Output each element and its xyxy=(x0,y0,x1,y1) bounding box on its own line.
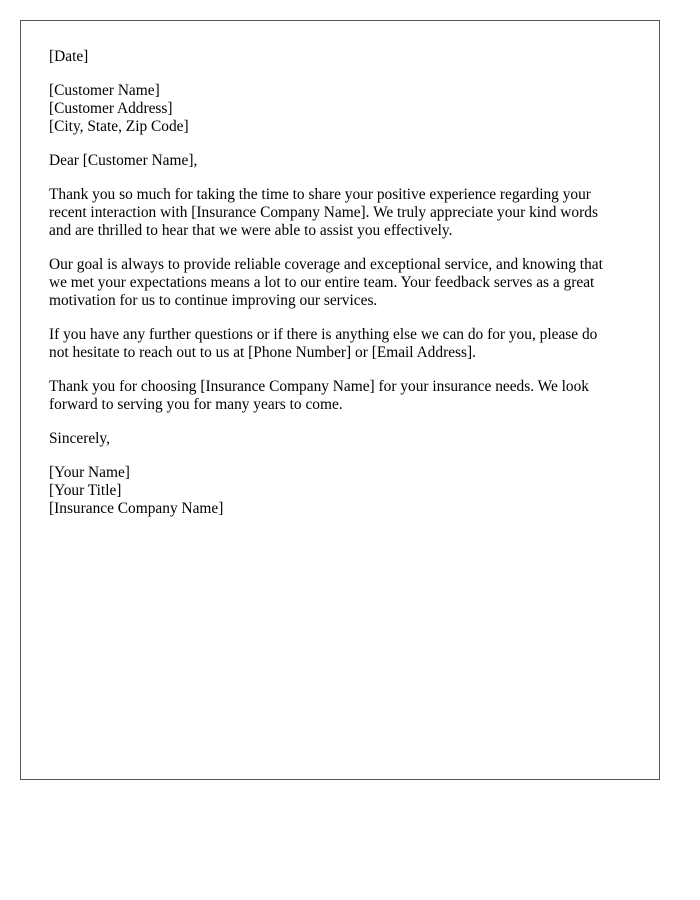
signature-title: [Your Title] xyxy=(49,482,122,499)
letter-date: [Date] xyxy=(49,48,89,65)
paragraph-line: Thank you so much for taking the time to share your positive experience regarding your xyxy=(49,186,591,203)
letter-page xyxy=(20,20,660,780)
salutation: Dear [Customer Name], xyxy=(49,152,198,169)
recipient-address-block xyxy=(49,82,635,136)
paragraph-goal xyxy=(49,256,635,310)
paragraph-line: If you have any further questions or if there is anything else we can do for you, please do xyxy=(49,326,598,343)
letter-body xyxy=(49,48,635,534)
paragraph-line: not hesitate to reach out to us at [Phone Number] or [Email Address]. xyxy=(49,344,476,361)
date-block xyxy=(49,48,635,66)
paragraph-line: and are thrilled to hear that we were able to assist you effectively. xyxy=(49,222,453,239)
paragraph-closing-thanks xyxy=(49,378,635,414)
signature-company: [Insurance Company Name] xyxy=(49,500,224,517)
recipient-address: [Customer Address] xyxy=(49,100,173,117)
closing: Sincerely, xyxy=(49,430,110,447)
signature-block xyxy=(49,464,635,518)
closing-block xyxy=(49,430,635,448)
paragraph-line: motivation for us to continue improving our services. xyxy=(49,292,378,309)
paragraph-line: recent interaction with [Insurance Company Name]. We truly appreciate your kind words xyxy=(49,204,598,221)
paragraph-line: Thank you for choosing [Insurance Company Name] for your insurance needs. We look xyxy=(49,378,589,395)
paragraph-line: Our goal is always to provide reliable coverage and exceptional service, and knowing that xyxy=(49,256,603,273)
salutation-block xyxy=(49,152,635,170)
paragraph-thanks xyxy=(49,186,635,240)
signature-name: [Your Name] xyxy=(49,464,130,481)
recipient-name: [Customer Name] xyxy=(49,82,160,99)
recipient-city-state-zip: [City, State, Zip Code] xyxy=(49,118,189,135)
paragraph-line: forward to serving you for many years to come. xyxy=(49,396,343,413)
paragraph-contact xyxy=(49,326,635,362)
paragraph-line: we met your expectations means a lot to our entire team. Your feedback serves as a great xyxy=(49,274,595,291)
